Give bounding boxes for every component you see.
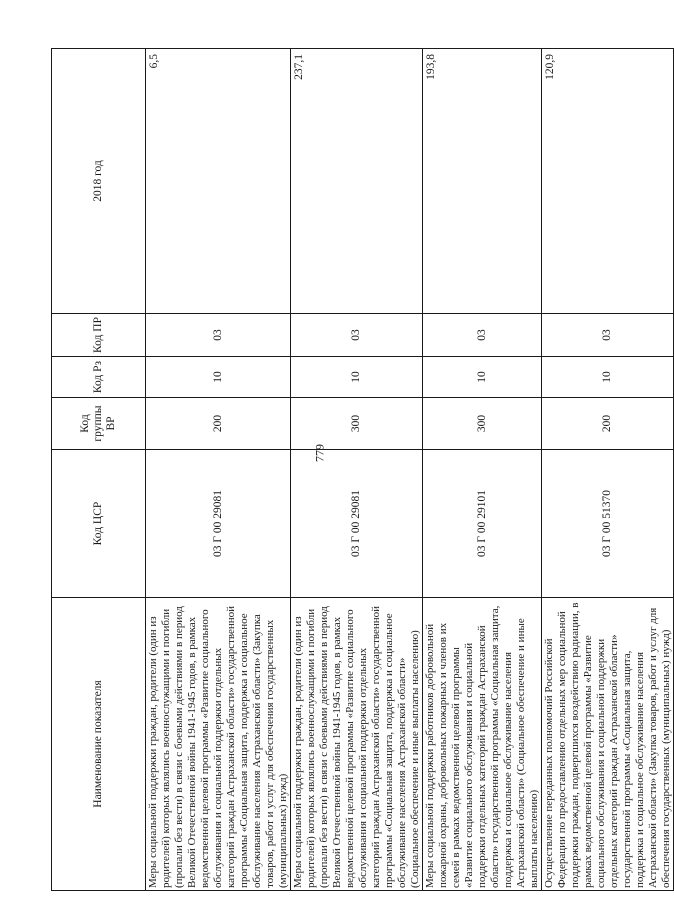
row-pr: 03 bbox=[423, 314, 542, 357]
row-value: 6,5 bbox=[146, 49, 291, 314]
row-value: 237,1 bbox=[291, 49, 423, 314]
row-rz: 10 bbox=[291, 357, 423, 398]
row-name: Меры социальной поддержки граждан, родители (один из родителей) которых являлись военнослужащими и погибли (пропали без вести) в связи с боевыми действиями в период Великой Отечественной войны 1941-1945 годов, в рамках ведомственной целевой программы «Развитие социального обслуживания и социальной поддержки отдельных категорий граждан Астраханской области» государственной программы «Социальная защита, поддержка и социальное обслуживание населения Астраханской области» (Социальное обеспечение и иные выплаты населению) bbox=[291, 598, 423, 891]
page-number: 779 bbox=[312, 444, 326, 462]
header-year: 2018 год bbox=[52, 49, 146, 314]
row-name: Меры социальной поддержки работников добровольной пожарной охраны, добровольных пожарных и членов их семей в рамках ведомственной целевой программы «Развитие социального обслуживания и социальной поддержки отдельных категорий граждан Астраханской области» государственной программы «Социальная защита, поддержка и социальное обслуживание населения Астраханской области» (Социальное обеспечение и иные выплаты населению) bbox=[423, 598, 542, 891]
row-vr: 200 bbox=[146, 398, 291, 450]
table-row bbox=[291, 49, 423, 891]
row-csr: 03 Г 00 29081 bbox=[146, 450, 291, 598]
header-pr: Код ПР bbox=[52, 314, 146, 357]
row-rz: 10 bbox=[146, 357, 291, 398]
row-value: 120,9 bbox=[542, 49, 674, 314]
budget-table-container bbox=[51, 49, 672, 891]
header-vr: Код группы ВР bbox=[52, 398, 146, 450]
row-pr: 03 bbox=[146, 314, 291, 357]
row-pr: 03 bbox=[542, 314, 674, 357]
budget-table bbox=[51, 48, 674, 891]
table-row bbox=[146, 49, 291, 891]
row-vr: 200 bbox=[542, 398, 674, 450]
row-vr: 300 bbox=[423, 398, 542, 450]
row-rz: 10 bbox=[423, 357, 542, 398]
row-name: Меры социальной поддержки граждан, родители (один из родителей) которых являлись военнослужащими и погибли (пропали без вести) в связи с боевыми действиями в период Великой Отечественной войны 1941-1945 годов, в рамках ведомственной целевой программы «Развитие социального обслуживания и социальной поддержки отдельных категорий граждан Астраханской области» государственной программы «Социальная защита, поддержка и социальное обслуживание населения Астраханской области» (Закупка товаров, работ и услуг для обеспечения государственных (муниципальных) нужд) bbox=[146, 598, 291, 891]
row-name: Осуществление переданных полномочий Российской Федерации по предоставлению отдельных мер социальной поддержки граждан, подвергшихся воздействию радиации, в рамках ведомственной целевой программы «Развитие социального обслуживания и социальной поддержки отдельных категорий граждан Астраханской области» государственной программы «Социальная защита, поддержка и социальное обслуживание населения Астраханской области» (Закупка товаров, работ и услуг для обеспечения государственных (муниципальных) нужд) bbox=[542, 598, 674, 891]
table-row bbox=[423, 49, 542, 891]
row-vr: 300 bbox=[291, 398, 423, 450]
row-value: 193,8 bbox=[423, 49, 542, 314]
table-row bbox=[542, 49, 674, 891]
header-rz: Код Рз bbox=[52, 357, 146, 398]
row-rz: 10 bbox=[542, 357, 674, 398]
row-csr: 03 Г 00 29101 bbox=[423, 450, 542, 598]
header-name: Наименование показателя bbox=[52, 598, 146, 891]
row-csr: 03 Г 00 51370 bbox=[542, 450, 674, 598]
row-pr: 03 bbox=[291, 314, 423, 357]
row-csr: 03 Г 00 29081 bbox=[291, 450, 423, 598]
table-header-row bbox=[52, 49, 146, 891]
header-csr: Код ЦСР bbox=[52, 450, 146, 598]
